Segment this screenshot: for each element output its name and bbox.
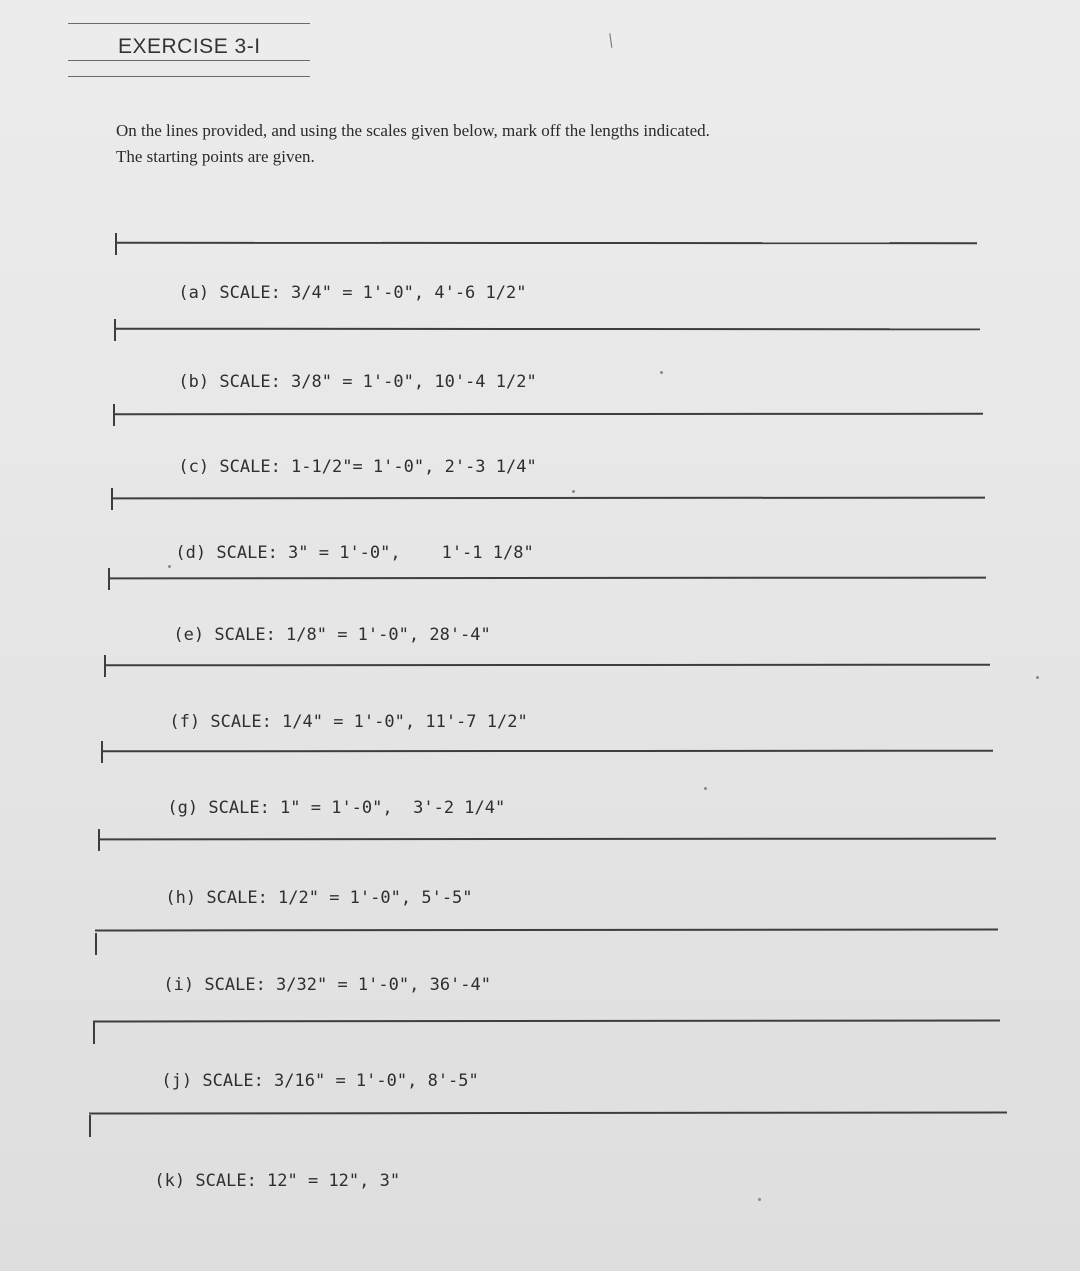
start-point-tick <box>113 404 115 426</box>
exercise-letter: (c) <box>178 457 210 477</box>
scale-text: SCALE: 1/8" = 1'-0", <box>214 625 420 645</box>
header-rule-top <box>68 23 310 24</box>
answer-line[interactable] <box>113 413 983 415</box>
instructions <box>116 118 936 170</box>
exercise-label <box>102 960 491 1011</box>
exercise-label <box>114 528 534 579</box>
length-text: 10'-4 1/2" <box>434 372 537 392</box>
exercise-letter: (h) <box>165 888 197 908</box>
scale-text: SCALE: 3/4" = 1'-0", <box>219 283 425 303</box>
exercise-letter: (i) <box>163 975 195 995</box>
length-text: 2'-3 1/4" <box>444 457 537 477</box>
header-rule-middle <box>68 60 310 61</box>
exercise-label <box>106 783 505 834</box>
exercise-letter: (e) <box>173 625 205 645</box>
exercise-title: EXERCISE 3-I <box>118 35 261 58</box>
length-text: 4'-6 1/2" <box>434 283 527 303</box>
start-point-tick <box>108 568 110 590</box>
exercise-letter: (j) <box>161 1071 193 1091</box>
answer-line[interactable] <box>98 838 996 840</box>
exercise-label <box>93 1156 400 1207</box>
exercise-label <box>117 357 537 408</box>
start-point-tick <box>95 933 97 955</box>
start-point-tick <box>89 1115 91 1137</box>
exercise-letter: (d) <box>175 543 207 563</box>
scale-text: SCALE: 3/8" = 1'-0", <box>219 372 425 392</box>
length-text: 3'-2 1/4" <box>413 798 506 818</box>
exercise-label <box>117 442 537 493</box>
pencil-mark: ⁄ <box>603 31 619 49</box>
start-point-tick <box>115 233 117 255</box>
start-point-tick <box>111 488 113 510</box>
start-point-tick <box>98 829 100 851</box>
length-text: 1'-1 1/8" <box>441 543 534 563</box>
header-rule-bottom <box>68 76 310 77</box>
answer-line[interactable] <box>115 242 977 244</box>
scale-text: SCALE: 12" = 12", <box>195 1171 370 1191</box>
length-text: 36'-4" <box>429 975 491 995</box>
paper-speck <box>168 565 171 568</box>
paper-speck <box>572 490 575 493</box>
exercise-letter: (f) <box>169 712 201 732</box>
scale-text: SCALE: 1/4" = 1'-0", <box>210 712 416 732</box>
paper-speck <box>704 787 707 790</box>
length-text: 28'-4" <box>429 625 491 645</box>
scale-text: SCALE: 3" = 1'-0", <box>216 543 401 563</box>
length-text: 8'-5" <box>427 1071 479 1091</box>
paper-speck <box>758 1198 761 1201</box>
exercise-letter: (g) <box>167 798 199 818</box>
answer-line[interactable] <box>101 750 993 752</box>
start-point-tick <box>104 655 106 677</box>
scale-text: SCALE: 1/2" = 1'-0", <box>206 888 412 908</box>
length-text: 5'-5" <box>421 888 473 908</box>
exercise-label <box>100 1056 479 1107</box>
exercise-label <box>117 268 526 319</box>
exercise-label <box>108 697 528 748</box>
exercise-label <box>112 610 491 661</box>
answer-line[interactable] <box>108 577 986 579</box>
answer-line[interactable] <box>89 1111 1007 1114</box>
answer-line[interactable] <box>93 1020 1000 1022</box>
scale-text: SCALE: 1-1/2"= 1'-0", <box>219 457 435 477</box>
answer-line[interactable] <box>95 929 998 931</box>
scale-text: SCALE: 3/32" = 1'-0", <box>204 975 420 995</box>
instructions-line-2: The starting points are given. <box>116 147 315 166</box>
exercise-letter: (b) <box>178 372 210 392</box>
answer-line[interactable] <box>104 664 990 666</box>
answer-line[interactable] <box>111 497 985 499</box>
answer-line[interactable] <box>114 328 980 330</box>
length-text: 3" <box>379 1171 401 1191</box>
exercise-letter: (k) <box>154 1171 186 1191</box>
exercise-label <box>104 873 473 924</box>
instructions-line-1: On the lines provided, and using the scales given below, mark off the lengths indicated. <box>116 121 710 140</box>
start-point-tick <box>93 1022 95 1044</box>
paper-speck <box>1036 676 1039 679</box>
start-point-tick <box>114 319 116 341</box>
start-point-tick <box>101 741 103 763</box>
length-text: 11'-7 1/2" <box>425 712 528 732</box>
paper-speck <box>660 371 663 374</box>
exercise-letter: (a) <box>178 283 210 303</box>
scale-text: SCALE: 3/16" = 1'-0", <box>202 1071 418 1091</box>
scale-text: SCALE: 1" = 1'-0", <box>208 798 393 818</box>
